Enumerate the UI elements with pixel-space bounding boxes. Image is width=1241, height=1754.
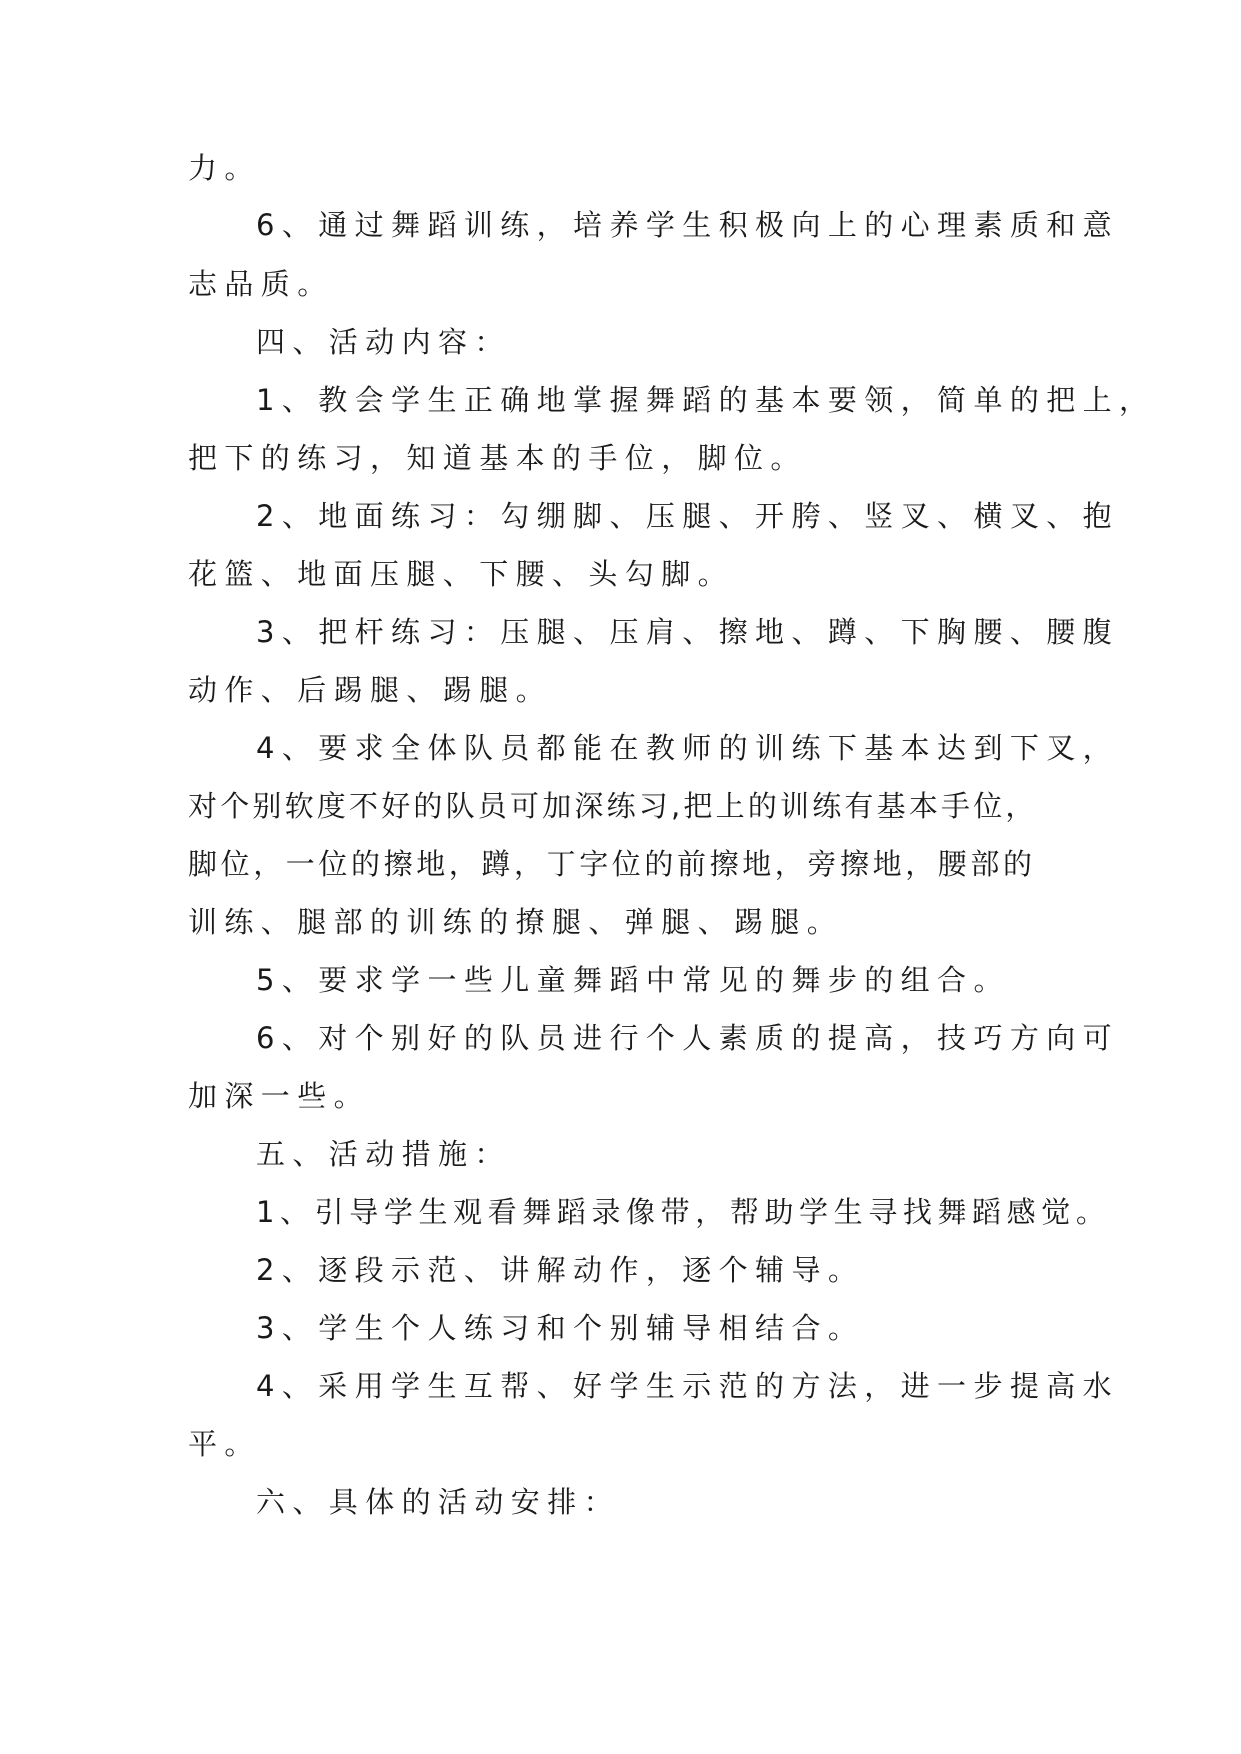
text-line: 2、地面练习：勾绷脚、压腿、开胯、竖叉、横叉、抱 <box>256 499 1120 533</box>
text-line: 4、采用学生互帮、好学生示范的方法，进一步提高水 <box>256 1369 1120 1403</box>
text-line: 志品质。 <box>188 267 334 301</box>
text-line: 脚位，一位的擦地，蹲，丁字位的前擦地，旁擦地，腰部的 <box>188 847 1036 881</box>
text-line: 加深一些。 <box>188 1079 371 1113</box>
text-line: 3、把杆练习：压腿、压肩、擦地、蹲、下胸腰、腰腹 <box>256 615 1120 649</box>
text-line: 训练、腿部的训练的撩腿、弹腿、踢腿。 <box>188 905 844 939</box>
text-line: 力。 <box>188 151 261 185</box>
text-line: 花篮、地面压腿、下腰、头勾脚。 <box>188 557 735 591</box>
text-line: 1、引导学生观看舞蹈录像带，帮助学生寻找舞蹈感觉。 <box>256 1195 1111 1229</box>
text-line: 5、要求学一些儿童舞蹈中常见的舞步的组合。 <box>256 963 1010 997</box>
text-line: 2、逐段示范、讲解动作，逐个辅导。 <box>256 1253 865 1287</box>
text-line: 把下的练习，知道基本的手位，脚位。 <box>188 441 807 475</box>
text-line: 1、教会学生正确地掌握舞蹈的基本要领，简单的把上， <box>256 383 1156 417</box>
text-line: 3、学生个人练习和个别辅导相结合。 <box>256 1311 865 1345</box>
text-line: 4、要求全体队员都能在教师的训练下基本达到下叉， <box>256 731 1120 765</box>
text-line: 对个别软度不好的队员可加深练习,把上的训练有基本手位， <box>188 789 1038 823</box>
text-line: 6、对个别好的队员进行个人素质的提高，技巧方向可 <box>256 1021 1120 1055</box>
section-heading: 五、活动措施： <box>256 1137 511 1171</box>
section-heading: 四、活动内容： <box>256 325 511 359</box>
text-line: 6、通过舞蹈训练，培养学生积极向上的心理素质和意 <box>256 208 1120 242</box>
text-line: 平。 <box>188 1427 261 1461</box>
section-heading: 六、具体的活动安排： <box>256 1485 621 1519</box>
text-line: 动作、后踢腿、踢腿。 <box>188 673 553 707</box>
